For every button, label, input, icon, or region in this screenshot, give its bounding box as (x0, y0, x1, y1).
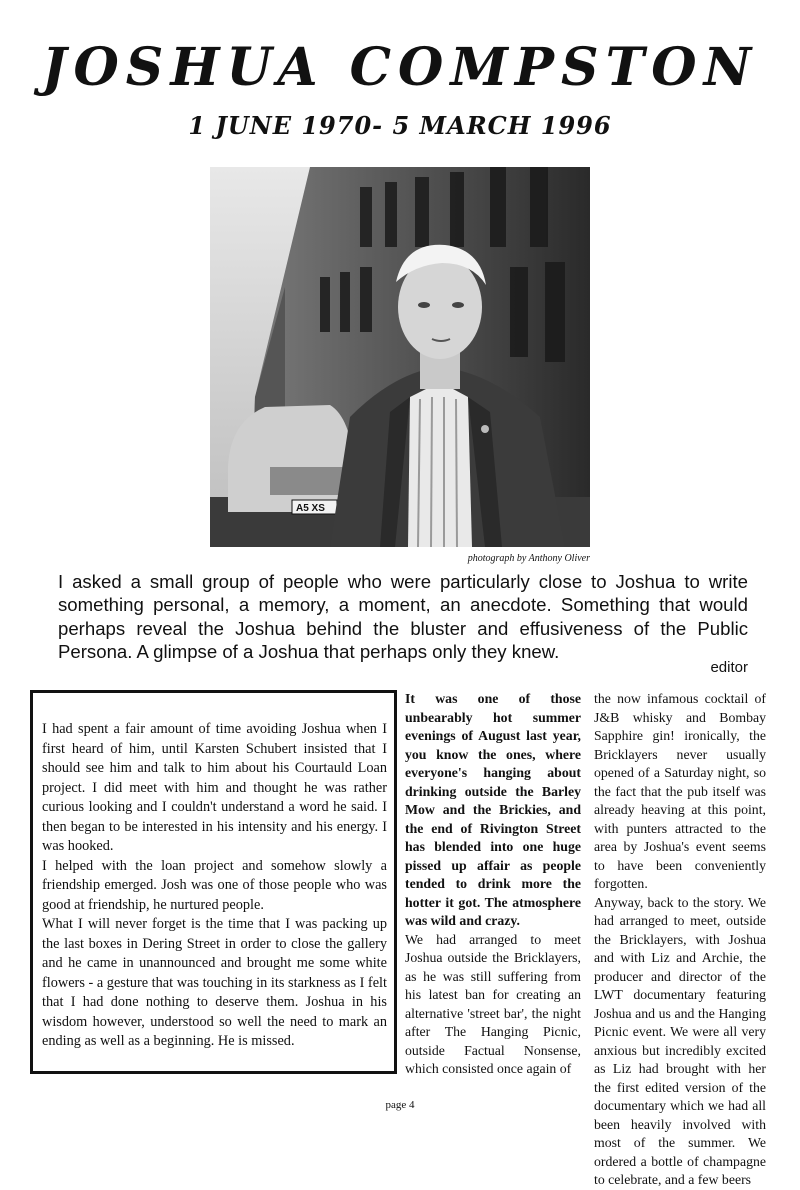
page-number: page 4 (385, 1099, 415, 1111)
page-title: JOSHUA COMPSTON (41, 37, 759, 98)
tribute-paragraph: What I will never forget is the time that I was packing up the last boxes in Dering Street in order to close the gallery and he came in unannounced and brought me some white flowers - a gesture that was touching in its starkness as I felt that I had done nothing to deserve them. Joshua in his wisdom however, understood so well the need to mark an ending as well as a beginning. He is missed. (42, 916, 387, 1049)
tribute-paragraph: I had spent a fair amount of time avoiding Joshua when I first heard of him, until Karsten Schubert insisted that I should see him and talk to him about his Courtauld Loan project. I did meet with him and thought he was rather curious looking and I couldn't understand a word he said. I then began to be interested in his intensity and his energy. I was hooked. (42, 721, 387, 854)
tribute-paragraph: I helped with the loan project and somehow slowly a friendship emerged. Josh was one of those people who was good at friendship, he nurtured people. (42, 857, 387, 913)
street-portrait-image (210, 167, 590, 547)
story-paragraph-continued: the now infamous cocktail of J&B whisky and Bombay Sapphire gin! ironically, the Bricklayers never usually opened of a Saturday night, so the fact that the pub itself was already heaving at this point, with punters attracted to the area by Joshua's event seems to have been conveniently forgotten. (594, 691, 766, 891)
story-column-right (594, 690, 766, 1190)
life-dates: 1 JUNE 1970- 5 MARCH 1996 (188, 111, 612, 140)
photo-credit: photograph by Anthony Oliver (467, 553, 590, 564)
editor-signature: editor (710, 659, 748, 676)
editor-introduction: I asked a small group of people who were particularly close to Joshua to write something personal, a memory, a moment, an anecdote. Something that would perhaps reveal the Joshua behind the bluster and effusiveness of the Public Persona. A glimpse of a Joshua that perhaps only they knew. (58, 571, 748, 663)
story-lead: It was one of those unbearably hot summer evenings of August last year, you know the ones, where everyone's hanging about drinking outside the Barley Mow and the Brickies, and the end of Rivington Street has blended into one huge pissed up affair as people tended to drink more the hotter it got. The atmosphere was wild and crazy. (405, 691, 581, 928)
portrait-photo (210, 167, 590, 547)
license-plate: A5 XS (296, 503, 325, 514)
story-paragraph: We had arranged to meet Joshua outside the Bricklayers, as he was still suffering from his latest ban for creating an alternative 'street bar', the night after The Hanging Picnic, outside Factual Nonsense, which consisted once again of (405, 931, 581, 1076)
tribute-text (42, 720, 387, 1052)
story-column-left (405, 690, 581, 1079)
story-paragraph: Anyway, back to the story. We had arranged to meet, outside the Bricklayers, with Joshua and with Liz and Archie, the producer and director of the LWT documentary featuring Joshua and us and the Hanging Picnic event. We were all very anxious but incredibly excited as Liz had brought with her the first edited version of the documentary which we had all been heavily involved with most of the summer. We ordered a bottle of champagne to celebrate, and a few beers (594, 894, 766, 1187)
